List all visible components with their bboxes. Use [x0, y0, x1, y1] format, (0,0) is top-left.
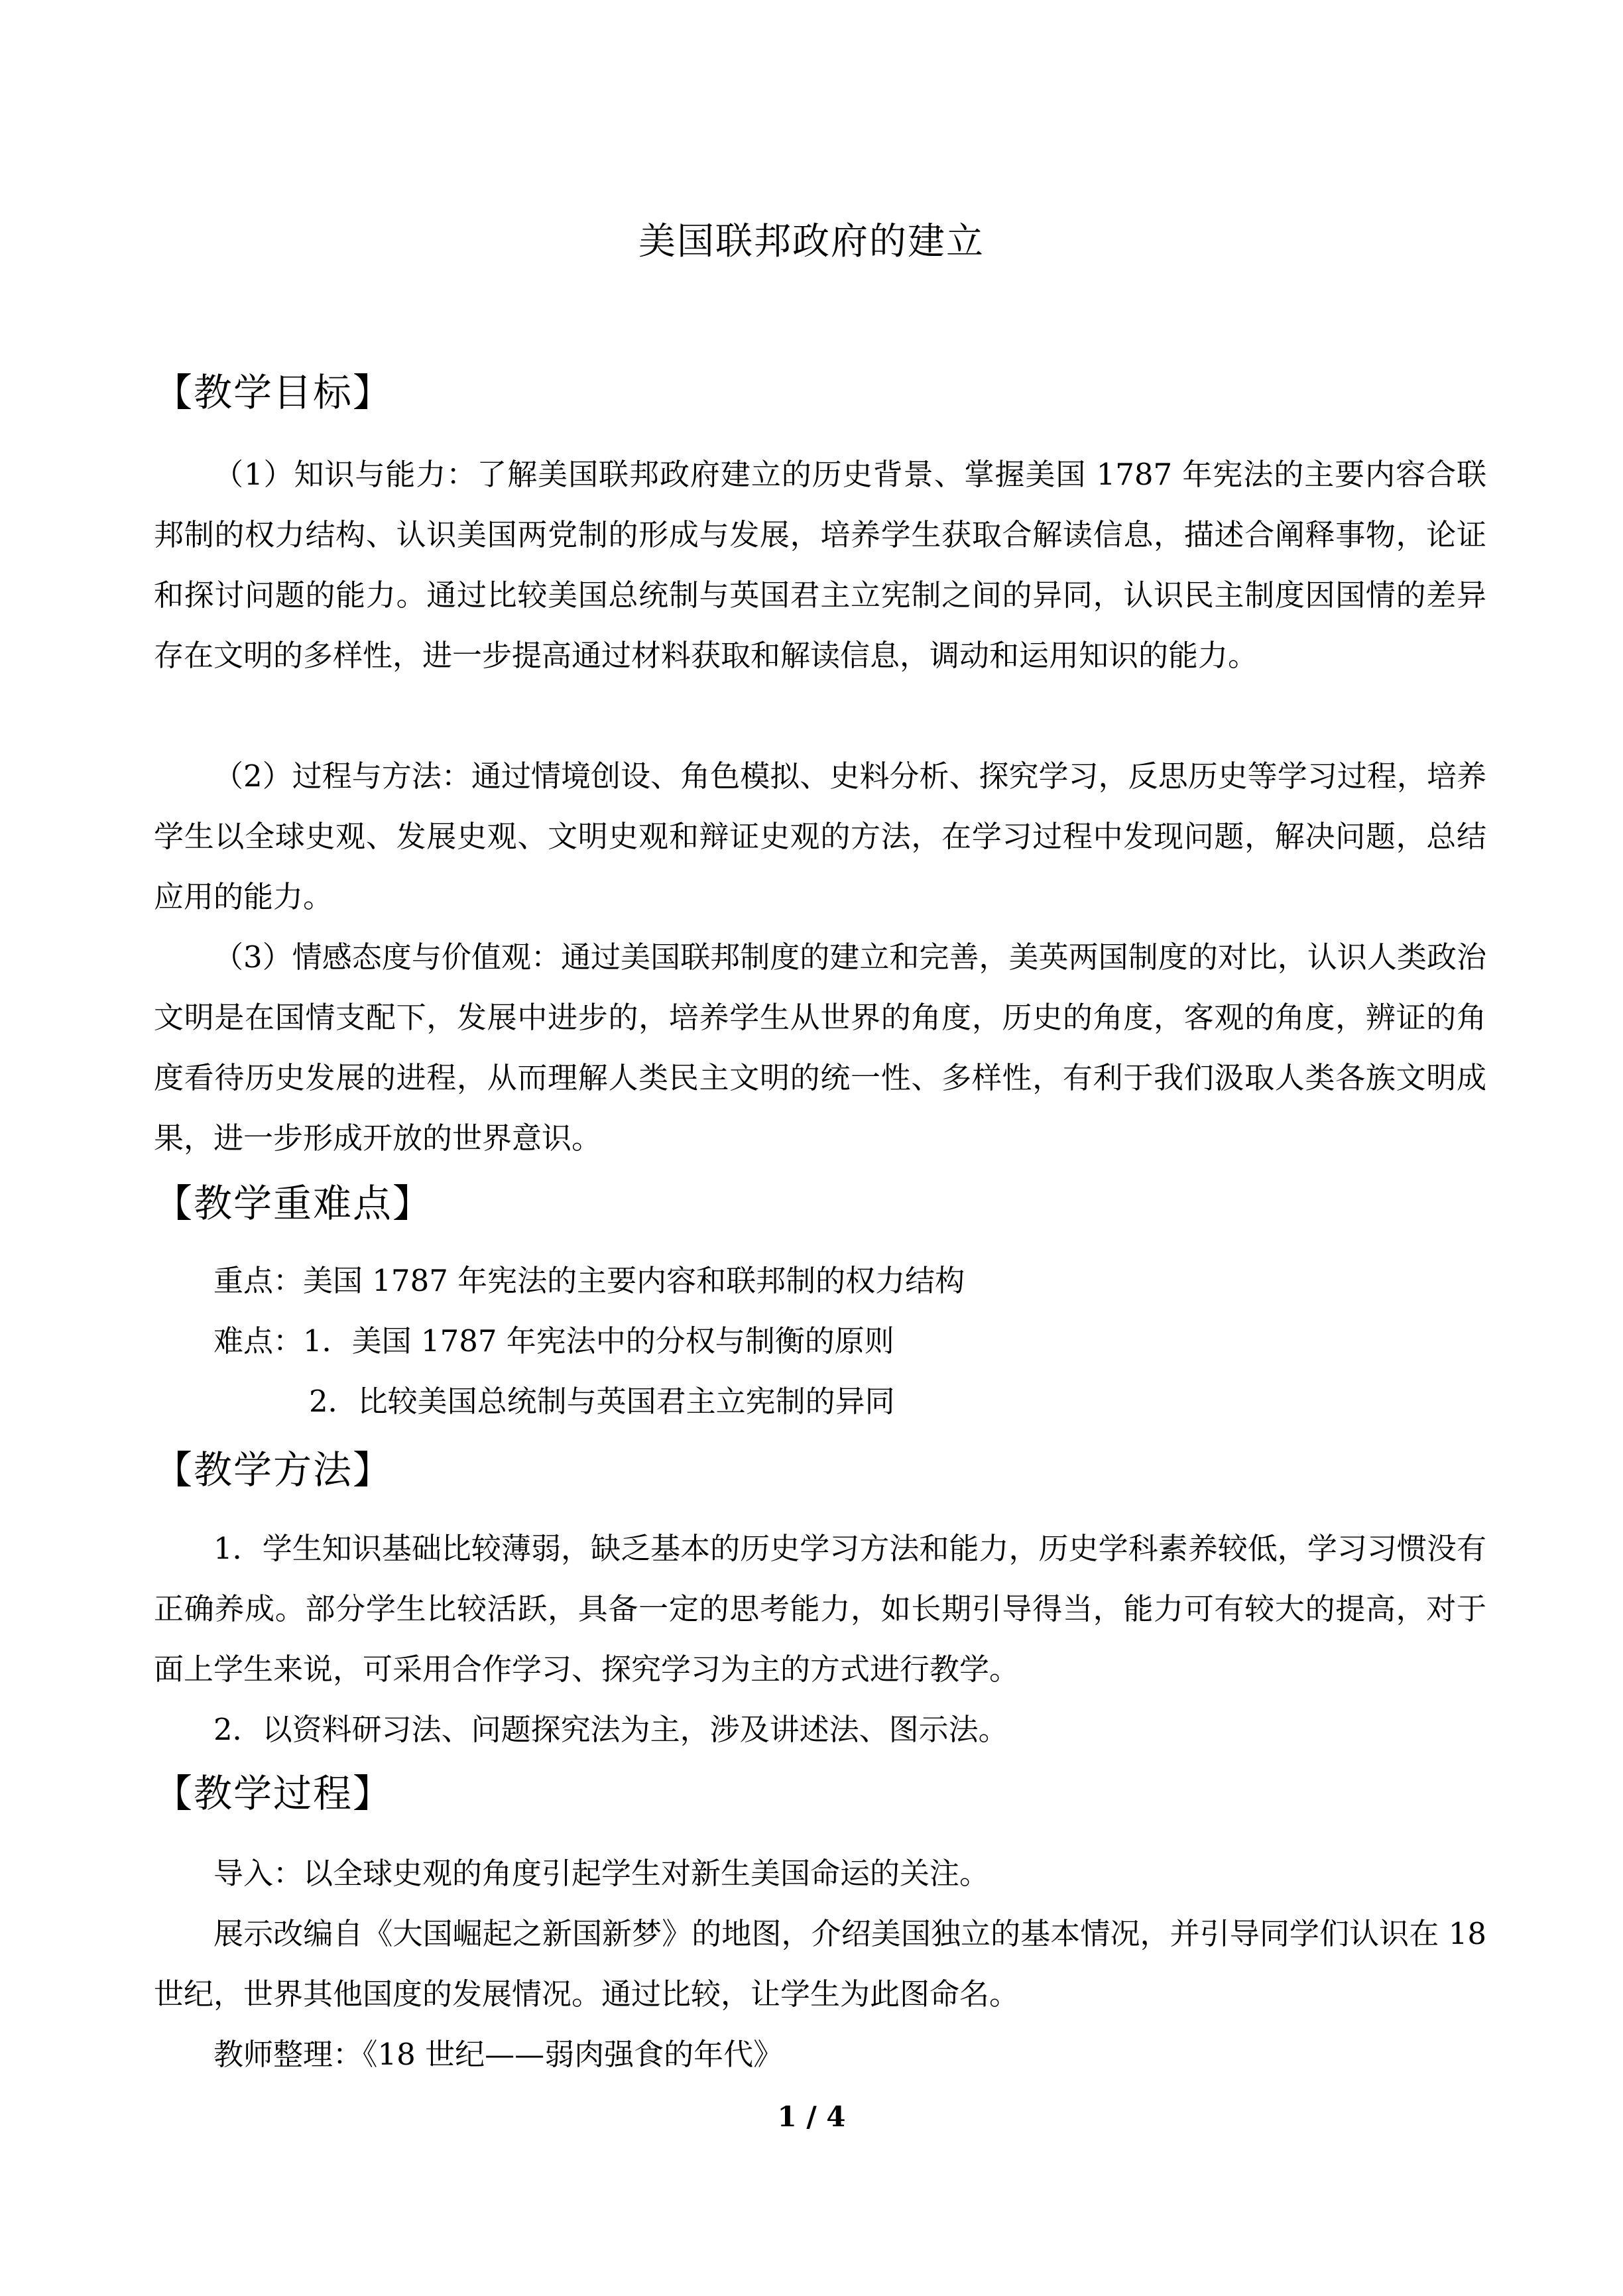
- key-point-text: 重点：美国 1787 年宪法的主要内容和联邦制的权力结构: [213, 1263, 965, 1298]
- section-heading-methods: 【教学方法】: [154, 1447, 393, 1492]
- section-heading-process: 【教学过程】: [154, 1771, 393, 1816]
- paragraph-process-2: 展示改编自《大国崛起之新国新梦》的地图，介绍美国独立的基本情况，并引导同学们认识在 18 世纪，世界其他国度的发展情况。通过比较，让学生为此图命名。: [154, 1916, 1486, 2012]
- paragraph-objective-2: （2）过程与方法：通过情境创设、角色模拟、史料分析、探究学习，反思历史等学习过程，培养学生以全球史观、发展史观、文明史观和辩证史观的方法，在学习过程中发现问题，解决问题，总结应用的能力。: [154, 758, 1486, 914]
- section-heading-key-points: 【教学重难点】: [154, 1181, 433, 1226]
- paragraph-process-1: 导入：以全球史观的角度引起学生对新生美国命运的关注。: [213, 1856, 990, 1891]
- paragraph-process-3: 教师整理：《18 世纪——弱肉强食的年代》: [213, 2037, 784, 2072]
- difficulty-1-text: 难点：1．美国 1787 年宪法中的分权与制衡的原则: [213, 1323, 894, 1359]
- paragraph-method-2: 2．以资料研习法、问题探究法为主，涉及讲述法、图示法。: [213, 1712, 1008, 1747]
- page-number: 1 / 4: [777, 2100, 846, 2133]
- paragraph-objective-1: （1）知识与能力：了解美国联邦政府建立的历史背景、掌握美国 1787 年宪法的主要内容合联邦制的权力结构、认识美国两党制的形成与发展，培养学生获取合解读信息，描述合阐释事物，论证和探讨问题的能力。通过比较美国总统制与英国君主立宪制之间的异同，认识民主制度因国情的差异存在文明的多样性，进一步提高通过材料获取和解读信息，调动和运用知识的能力。: [154, 457, 1486, 673]
- section-heading-objectives: 【教学目标】: [154, 370, 393, 415]
- document-title: 美国联邦政府的建立: [638, 220, 985, 263]
- paragraph-objective-3: （3）情感态度与价值观：通过美国联邦制度的建立和完善，美英两国制度的对比，认识人类政治文明是在国情支配下，发展中进步的，培养学生从世界的角度，历史的角度，客观的角度，辨证的角度看待历史发展的进程，从而理解人类民主文明的统一性、多样性，有利于我们汲取人类各族文明成果，进一步形成开放的世界意识。: [154, 939, 1486, 1156]
- difficulty-2-text: 2．比较美国总统制与英国君主立宪制的异同: [309, 1384, 895, 1419]
- paragraph-method-1: 1．学生知识基础比较薄弱，缺乏基本的历史学习方法和能力，历史学科素养较低，学习习惯没有正确养成。部分学生比较活跃，具备一定的思考能力，如长期引导得当，能力可有较大的提高，对于面上学生来说，可采用合作学习、探究学习为主的方式进行教学。: [154, 1531, 1486, 1687]
